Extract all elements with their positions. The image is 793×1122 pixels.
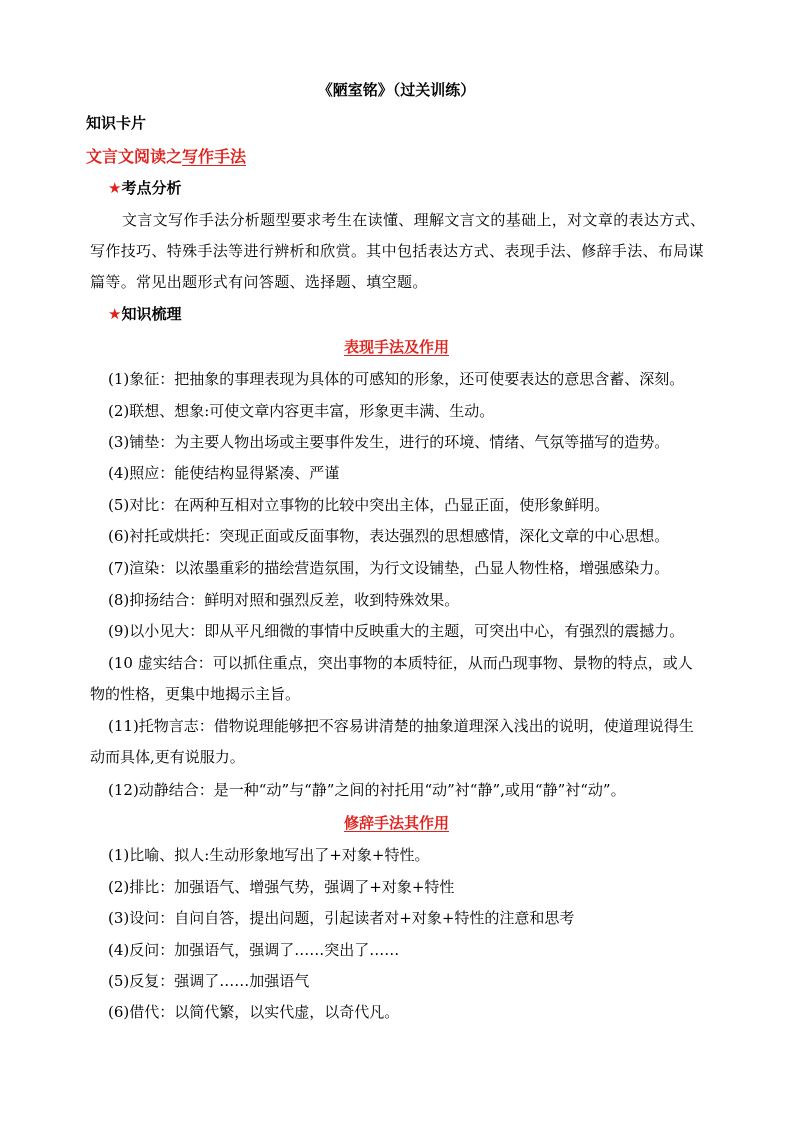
- rhetoric-item: (3)设问：自问自答，提出问题，引起读者对+对象+特性的注意和思考: [108, 909, 575, 927]
- technique-item: (8)抑扬结合：鲜明对照和强烈反差，收到特殊效果。: [108, 591, 460, 609]
- section-heading-prefix: 文言文阅读之: [86, 147, 183, 166]
- rhetoric-item: (4)反问：加强语气，强调了……突出了……: [108, 941, 400, 959]
- technique-item: (2)联想、想象:可使文章内容更丰富，形象更丰满、生动。: [108, 402, 495, 420]
- technique-item: (10 虚实结合：可以抓住重点，突出事物的本质特征，从而凸现事物、景物的特点，或人: [108, 654, 693, 672]
- rhetoric-heading: [0, 813, 793, 833]
- knowledge-heading: [108, 304, 181, 324]
- technique-item: (5)对比：在两种互相对立事物的比较中突出主体，凸显正面，使形象鲜明。: [108, 496, 610, 514]
- star-icon: ★: [108, 179, 122, 197]
- knowledge-card-label: 知识卡片: [86, 114, 147, 132]
- technique-item: (11)托物言志：借物说理能够把不容易讲清楚的抽象道理深入浅出的说明，使道理说得生: [108, 717, 694, 735]
- techniques-heading-text: 表现手法及作用: [343, 338, 449, 356]
- analysis-line: 篇等。常见出题形式有问答题、选择题、填空题。: [90, 273, 428, 291]
- rhetoric-item: (1)比喻、拟人:生动形象地写出了+对象+特性。: [108, 846, 430, 864]
- technique-item: (9)以小见大：即从平凡细微的事情中反映重大的主题，可突出中心，有强烈的震撼力。: [108, 622, 685, 640]
- rhetoric-item: (6)借代：以简代繁，以实代虚，以奇代凡。: [108, 1003, 400, 1021]
- analysis-line: 写作技巧、特殊手法等进行辨析和欣赏。其中包括表达方式、表现手法、修辞手法、布局谋: [90, 242, 705, 260]
- rhetoric-item: (2)排比：加强语气、增强气势，强调了+对象+特性: [108, 878, 455, 896]
- technique-item: (6)衬托或烘托：突现正面或反面事物，表达强烈的思想感情，深化文章的中心思想。: [108, 527, 670, 545]
- techniques-heading: [0, 337, 793, 357]
- rhetoric-item: (5)反复：强调了……加强语气: [108, 972, 310, 990]
- analysis-heading: [108, 178, 181, 198]
- analysis-line: 文言文写作手法分析题型要求考生在读懂、理解文言文的基础上，对文章的表达方式、: [122, 211, 706, 229]
- technique-item: (7)渲染：以浓墨重彩的描绘营造氛围，为行文设铺垫，凸显人物性格，增强感染力。: [108, 559, 670, 577]
- technique-item: (1)象征：把抽象的事理表现为具体的可感知的形象，还可使要表达的意思含蓄、深刻。: [108, 370, 685, 388]
- analysis-heading-text: 考点分析: [121, 179, 182, 197]
- rhetoric-heading-text: 修辞手法其作用: [343, 814, 449, 832]
- technique-item: (4)照应：能使结构显得紧凑、严谨: [108, 464, 340, 482]
- knowledge-heading-text: 知识梳理: [121, 305, 182, 323]
- section-heading: [86, 147, 246, 167]
- technique-item-continued: 动而具体,更有说服力。: [90, 748, 245, 766]
- technique-item: (12)动静结合：是一种“动”与“静”之间的衬托用“动”衬“静”,或用“静”衬“动”。: [108, 781, 626, 799]
- technique-item-continued: 物的性格，更集中地揭示主旨。: [90, 685, 301, 703]
- star-icon: ★: [108, 305, 122, 323]
- document-title: 《陋室铭》（过关训练）: [317, 81, 476, 99]
- technique-item: (3)铺垫：为主要人物出场或主要事件发生，进行的环境、情绪、气氛等描写的造势。: [108, 433, 670, 451]
- section-heading-underlined: 写作手法: [182, 147, 247, 166]
